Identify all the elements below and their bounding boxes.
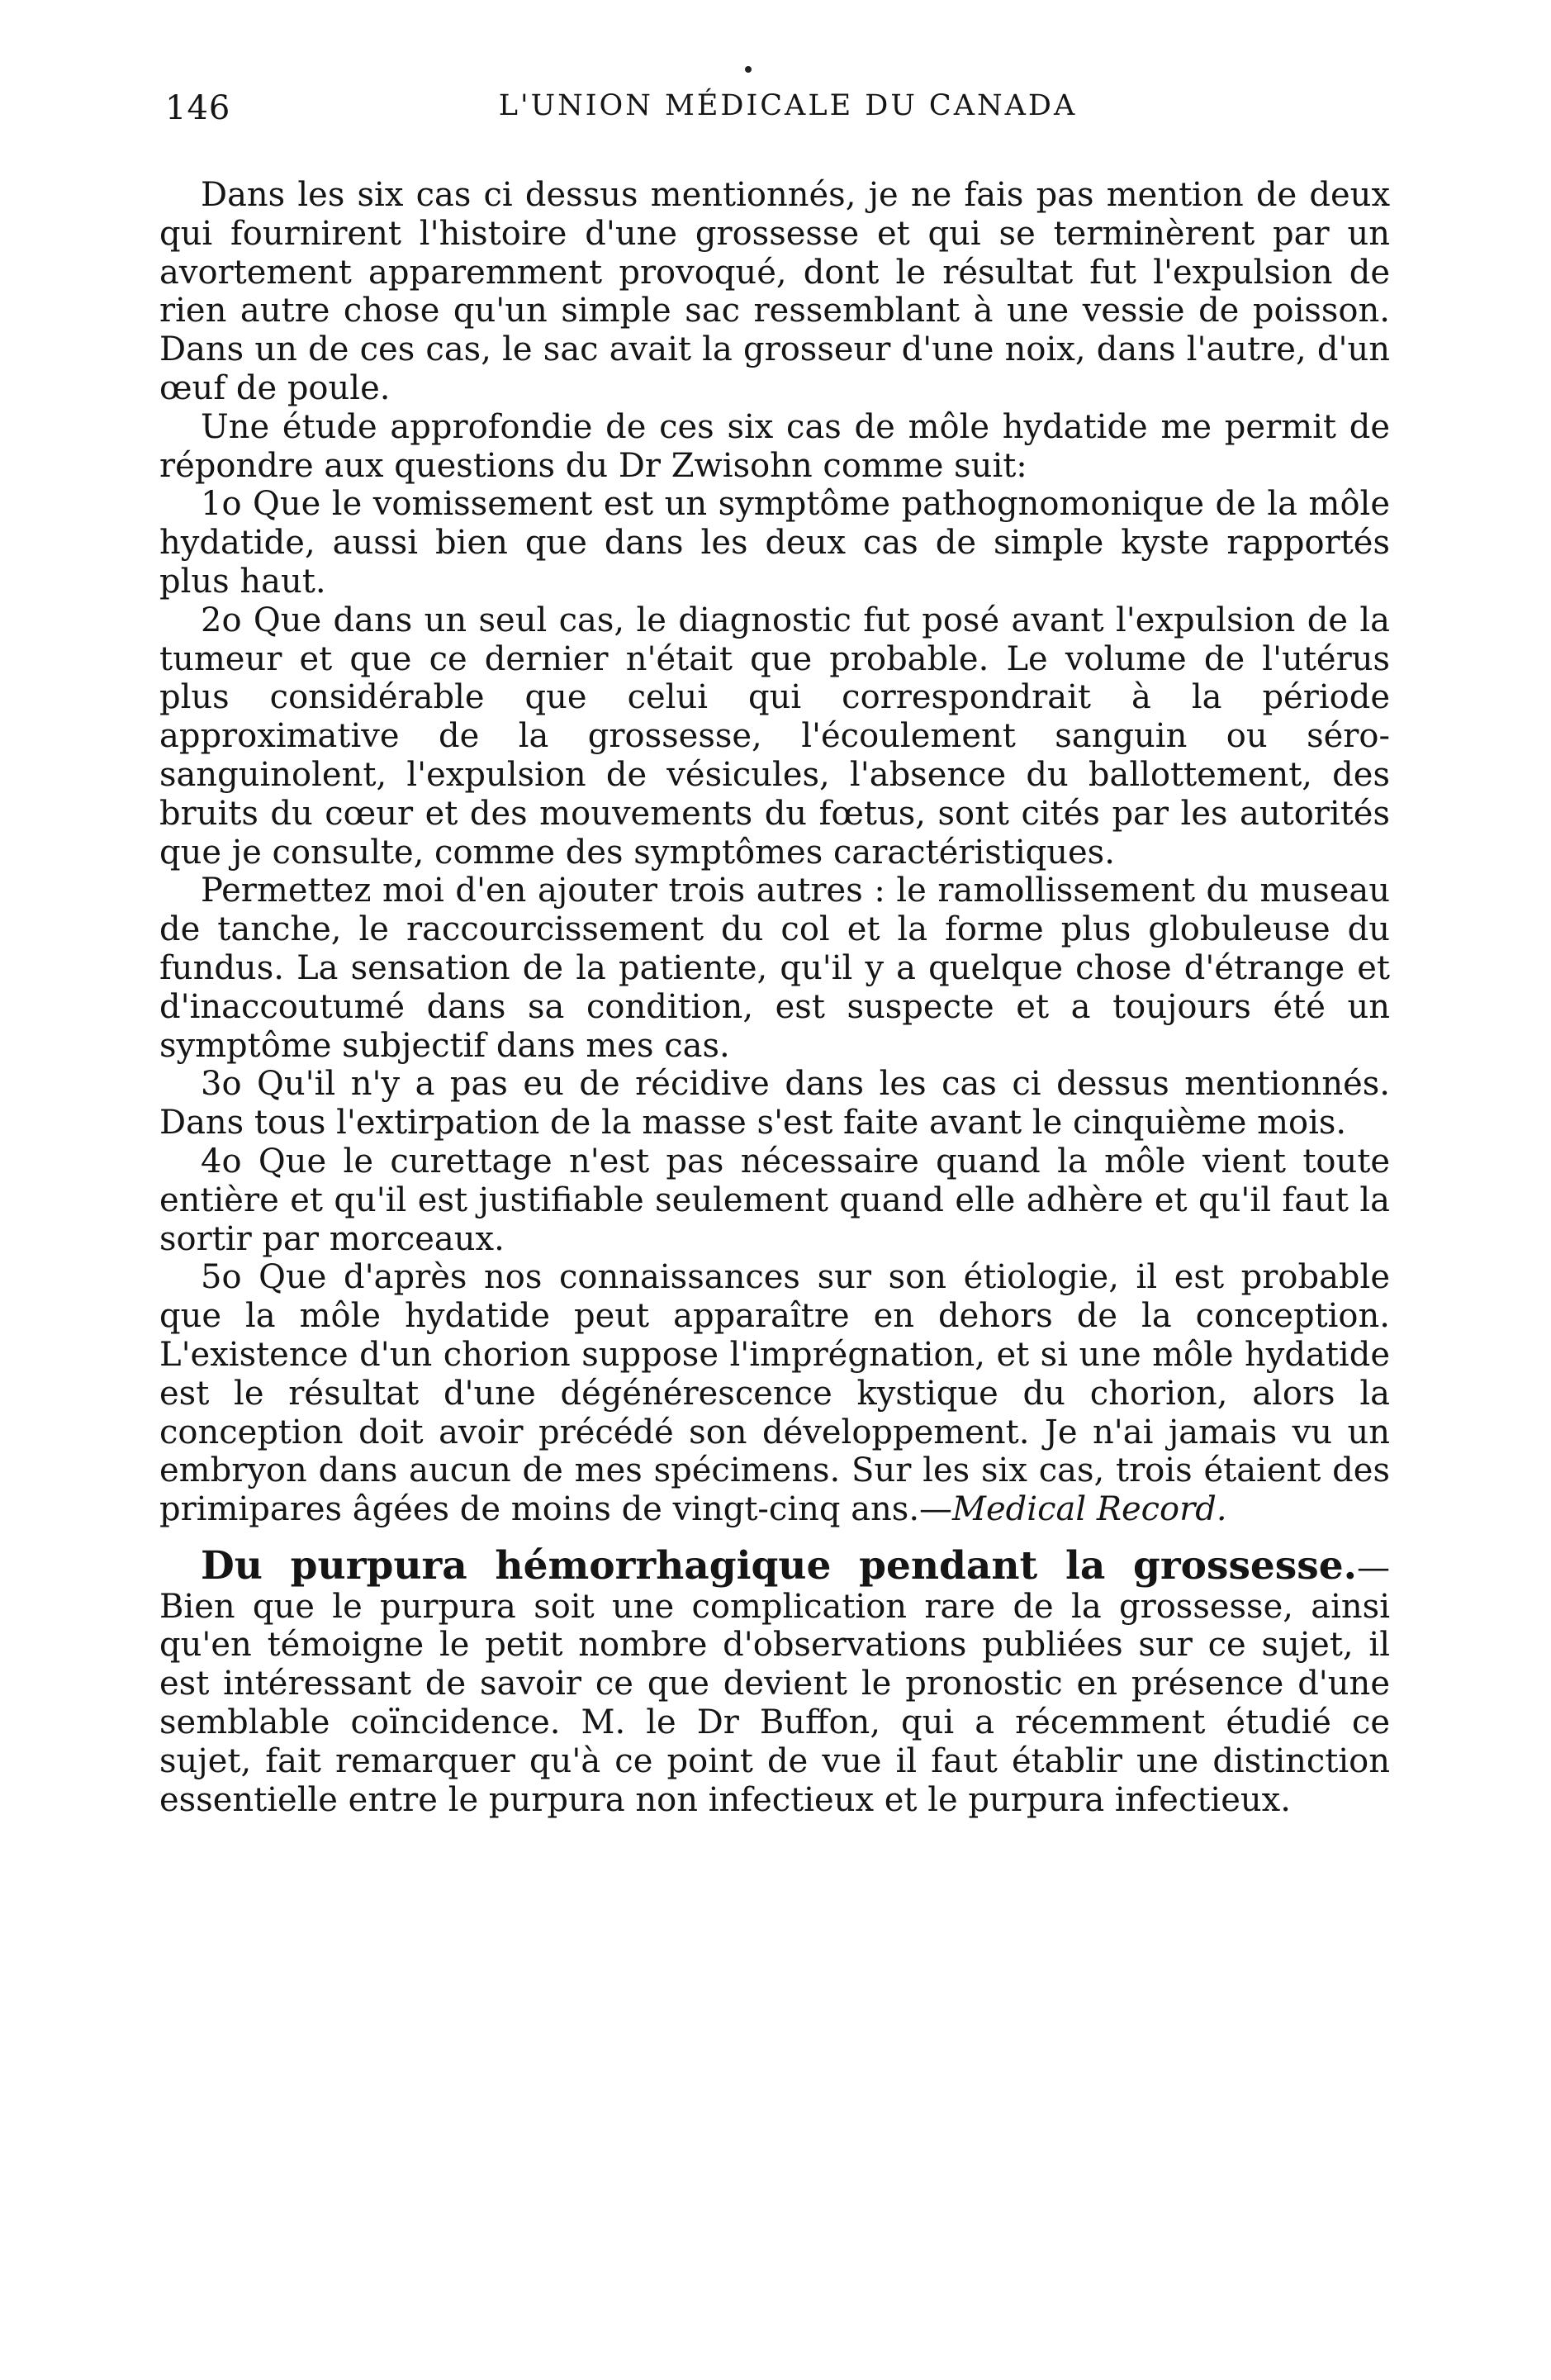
page-number: 146: [165, 89, 231, 127]
page-header: [165, 89, 1411, 139]
article-title: Du purpura hémorrhagique pendant la grossesse.: [201, 1542, 1357, 1589]
paragraph-point-4: 4o Que le curettage n'est pas nécessaire quand la môle vient toute entière et qu'il est justifiable seulement quand elle adhère et qu'il faut la sortir par morceaux.: [159, 1142, 1390, 1258]
paragraph-additional-symptoms: Permettez moi d'en ajouter trois autres : le ramollissement du museau de tanche, le raccourcissement du col et la forme plus globuleuse du fundus. La sensation de la patiente, qu'il y a quelque chose d'étrange et d'inaccoutumé dans sa condition, est suspecte et a toujours été un symptôme subjectif dans mes cas.: [159, 872, 1390, 1065]
source-citation: Medical Record.: [952, 1490, 1227, 1529]
body-text: [159, 176, 1390, 1819]
running-head: L'UNION MÉDICALE DU CANADA: [498, 89, 1078, 122]
article-purpura: [159, 1542, 1390, 1820]
paragraph-six-cases: Dans les six cas ci dessus mentionnés, je ne fais pas mention de deux qui fournirent l'histoire d'une grossesse et qui se terminèrent par un avortement apparemment provoqué, dont le résultat fut l'expulsion de rien autre chose qu'un simple sac ressemblant à une vessie de poisson. Dans un de ces cas, le sac avait la grosseur d'une noix, dans l'autre, d'un œuf de poule.: [159, 176, 1390, 407]
paragraph-point-1: 1o Que le vomissement est un symptôme pathognomonique de la môle hydatide, aussi bien que dans les deux cas de simple kyste rapportés plus haut.: [159, 485, 1390, 601]
ink-dot: [745, 66, 752, 73]
article-text: —Bien que le purpura soit une complication rare de la grossesse, ainsi qu'en témoigne le petit nombre d'observations publiées sur ce sujet, il est intéressant de savoir ce que devient le pronostic en présence d'une semblable coïncidence. M. le Dr Buffon, qui a récemment étudié ce sujet, fait remarquer qu'à ce point de vue il faut établir une distinction essentielle entre le purpura non infectieux et le purpura infectieux.: [159, 1548, 1390, 1819]
paragraph-point-5: [159, 1258, 1390, 1529]
paragraph-point-2: 2o Que dans un seul cas, le diagnostic fut posé avant l'expulsion de la tumeur et que ce dernier n'était que probable. Le volume de l'utérus plus considérable que celui qui correspondrait à la période approximative de la grossesse, l'écoulement sanguin ou séro-sanguinolent, l'expulsion de vésicules, l'absence du ballottement, des bruits du cœur et des mouvements du fœtus, sont cités par les autorités que je consulte, comme des symptômes caractéristiques.: [159, 601, 1390, 872]
paragraph-study: Une étude approfondie de ces six cas de môle hydatide me permit de répondre aux questions du Dr Zwisohn comme suit:: [159, 407, 1390, 485]
paragraph-point-5-text: 5o Que d'après nos connaissances sur son étiologie, il est probable que la môle hydatide peut apparaître en dehors de la conception. L'existence d'un chorion suppose l'imprégnation, et si une môle hydatide est le résultat d'une dégénérescence kystique du chorion, alors la conception doit avoir précédé son développement. Je n'ai jamais vu un embryon dans aucun de mes spécimens. Sur les six cas, trois étaient des primipares âgées de moins de vingt-cinq ans.—: [159, 1258, 1390, 1529]
paragraph-point-3: 3o Qu'il n'y a pas eu de récidive dans les cas ci dessus mentionnés. Dans tous l'extirpation de la masse s'est faite avant le cinquième mois.: [159, 1065, 1390, 1142]
